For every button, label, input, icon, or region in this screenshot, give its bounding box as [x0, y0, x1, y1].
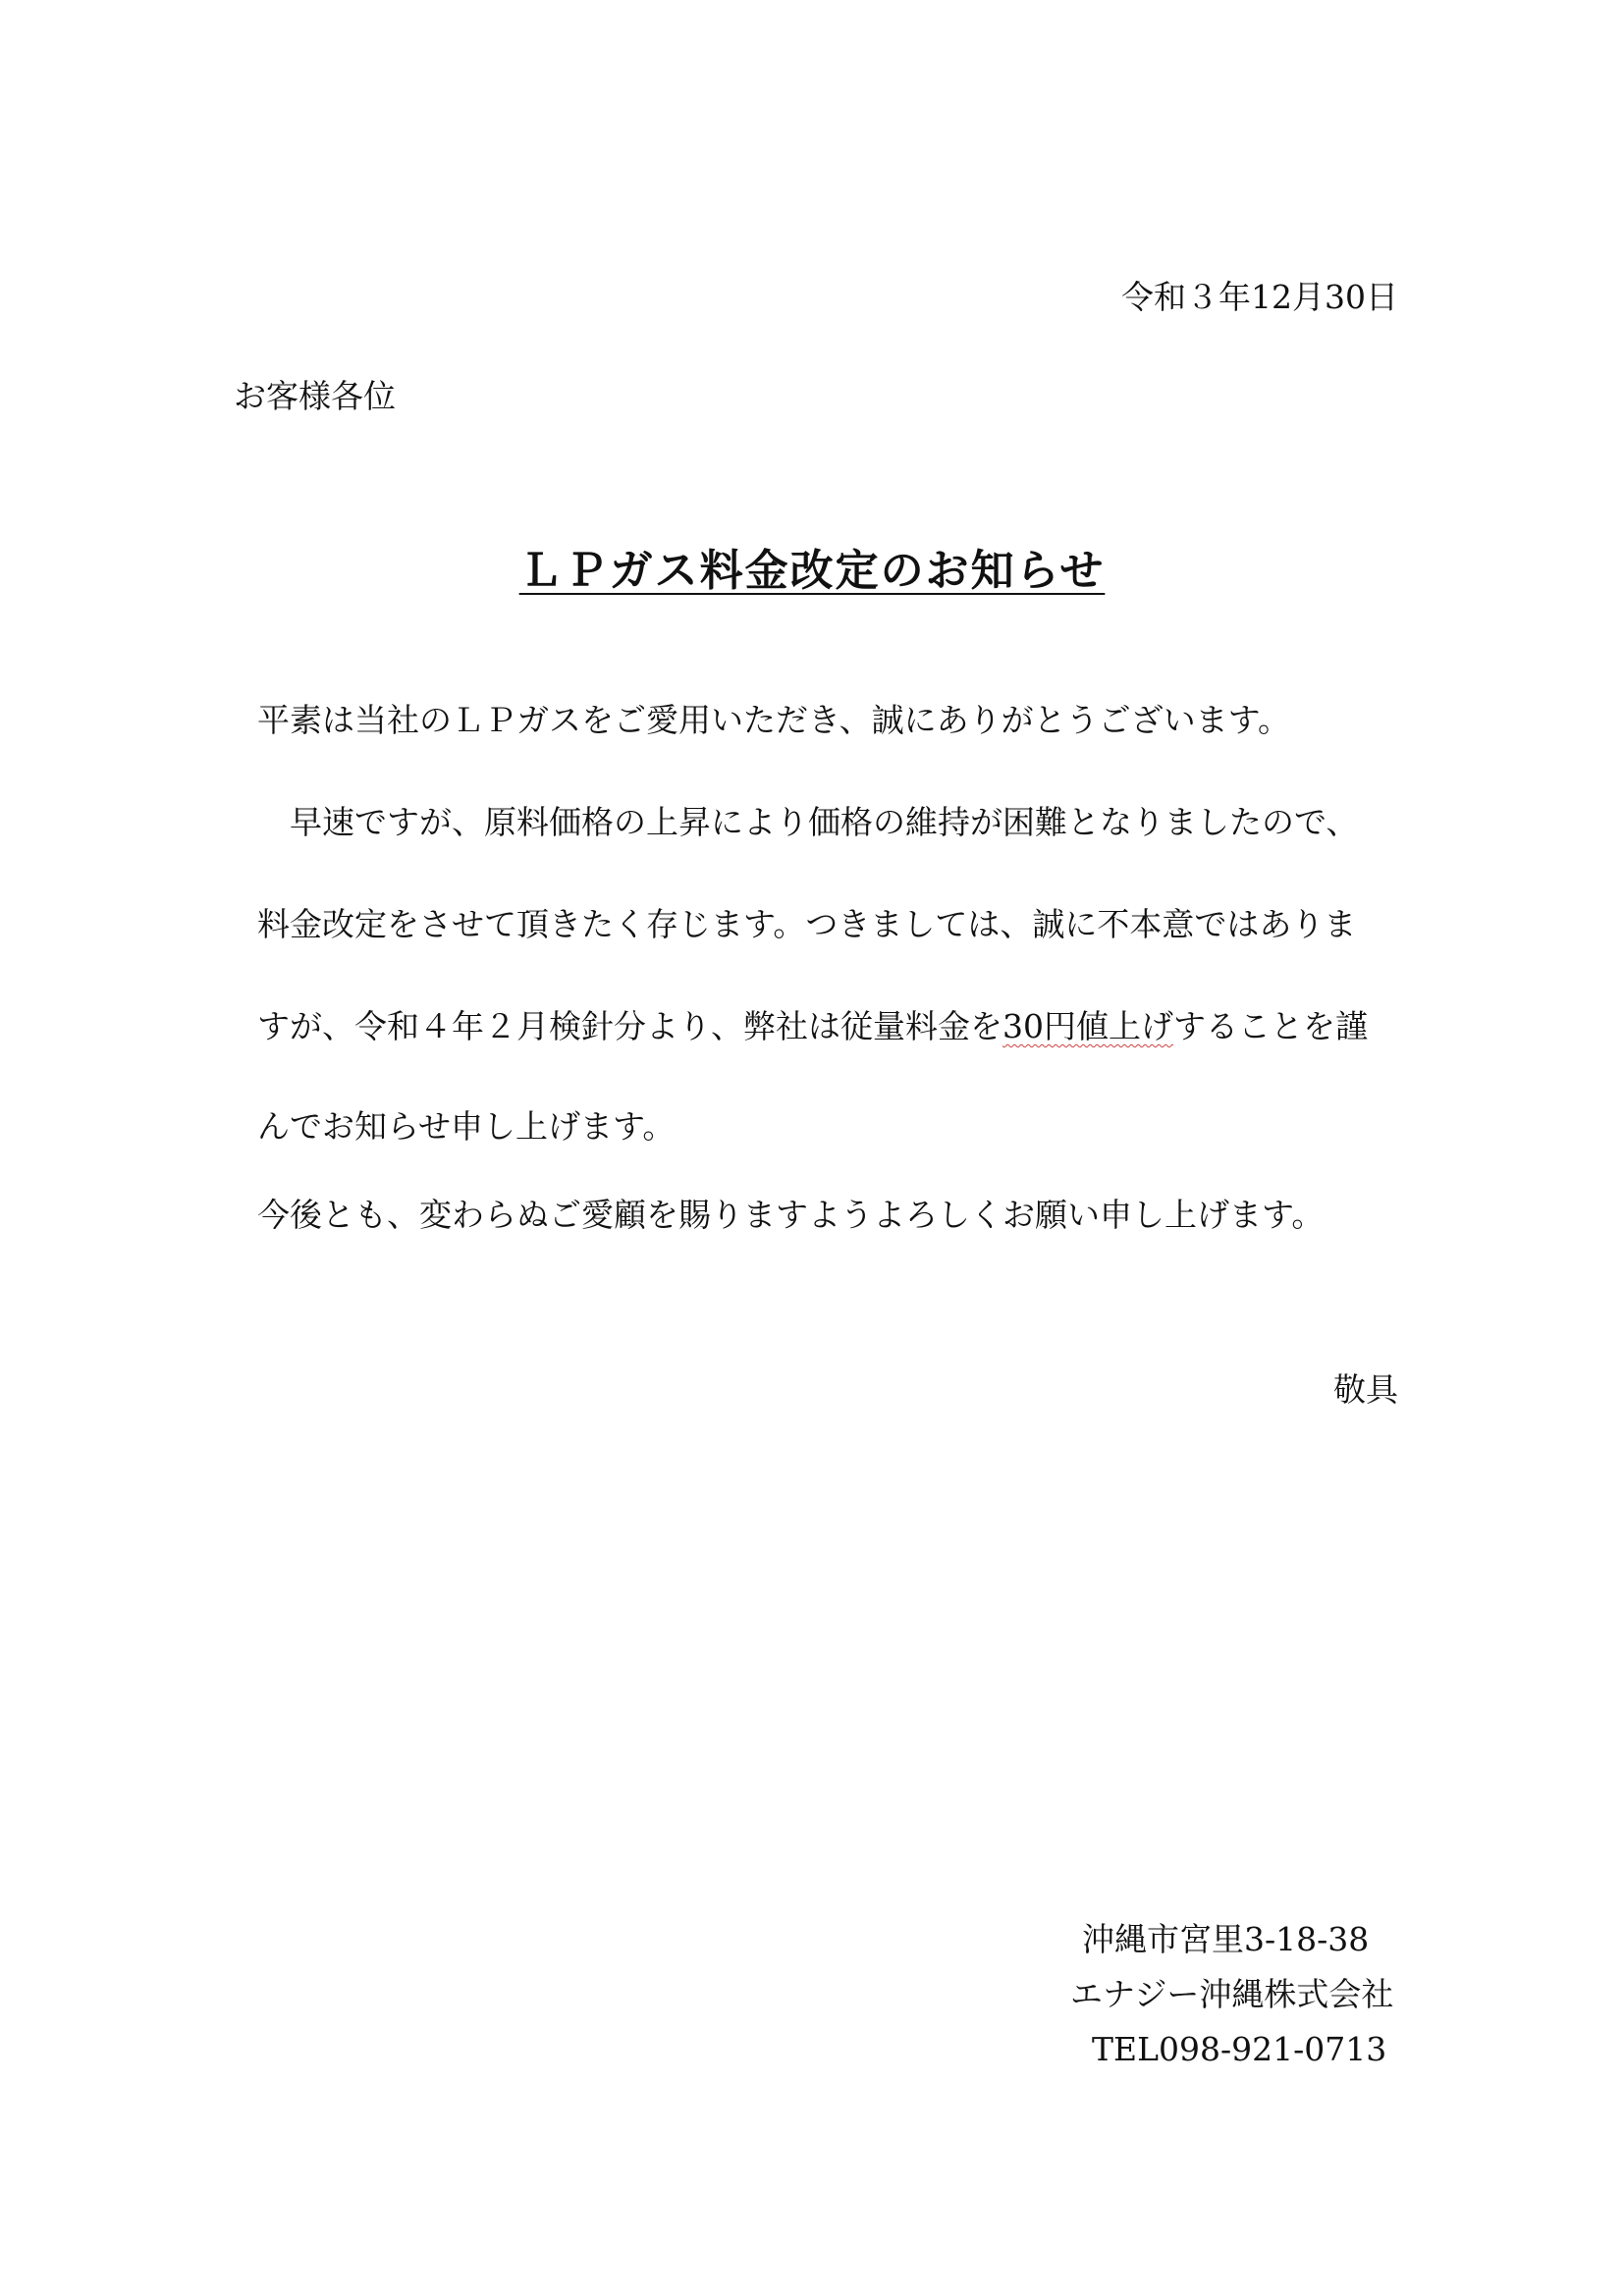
- body-line-4: [257, 1007, 1416, 1046]
- body-line-4-pre: すが、令和４年２月検針分より、弊社は従量料金を: [257, 1007, 1002, 1045]
- letter-date: 令和３年12月30日: [1121, 278, 1398, 316]
- body-line-4-post: することを謹: [1173, 1007, 1368, 1045]
- sender-block: [1070, 1912, 1393, 2077]
- body-line-2: 早速ですが、原料価格の上昇により価格の維持が困難となりましたので、: [257, 803, 1359, 841]
- sender-address: 沖縄市宮里3-18-38: [1082, 1920, 1370, 1958]
- body-line-5: んでお知らせ申し上げます。: [257, 1107, 676, 1146]
- closing-remark: 敬具: [1333, 1370, 1398, 1409]
- addressee: お客様各位: [234, 377, 396, 415]
- body-line-6: 今後とも、変わらぬご愛顧を賜りますようよろしくお願い申し上げます。: [257, 1196, 1325, 1234]
- sender-tel: TEL098-921-0713: [1092, 2030, 1387, 2068]
- sender-company: エナジー沖縄株式会社: [1070, 1975, 1394, 2013]
- letter-title-text: ＬＰガス料金改定のお知らせ: [518, 546, 1106, 596]
- body-line-3: 料金改定をさせて頂きたく存じます。つきましては、誠に不本意ではありま: [257, 905, 1357, 943]
- price-increase-marked: 30円値上げ: [1002, 1007, 1173, 1045]
- body-line-1: 平素は当社のＬＰガスをご愛用いただき、誠にありがとうございます。: [257, 701, 1291, 739]
- letter-title: [0, 546, 1624, 597]
